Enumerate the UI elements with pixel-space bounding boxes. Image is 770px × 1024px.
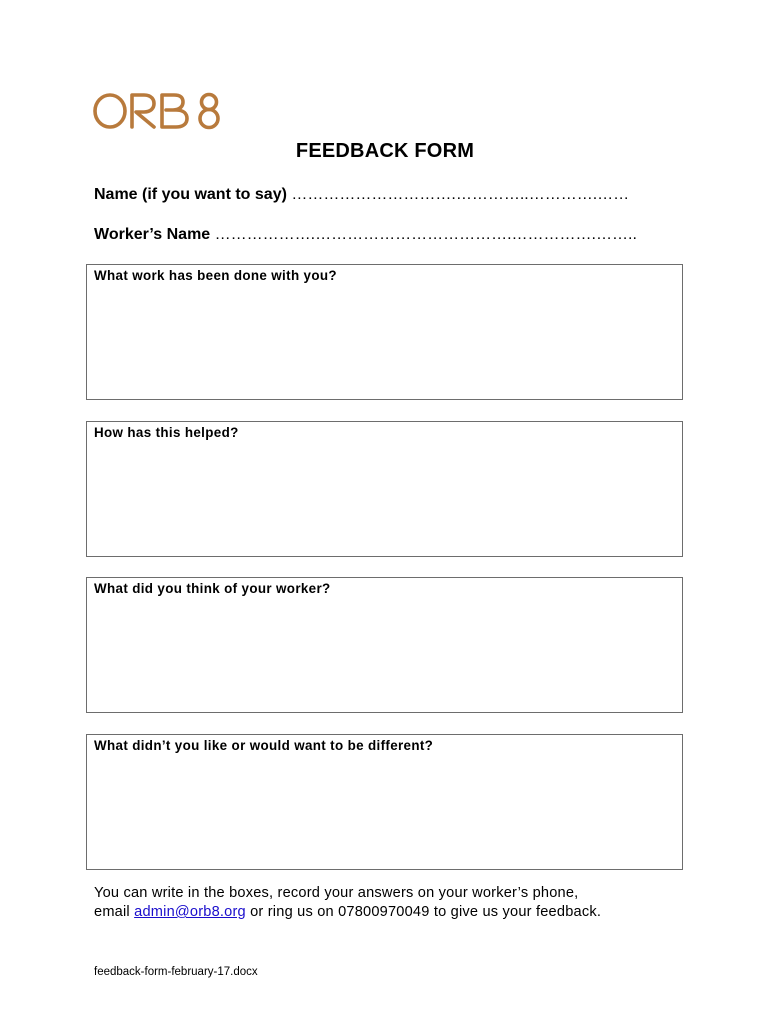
form-title: FEEDBACK FORM [295, 140, 475, 162]
name-field-dotted-line: ………………………….…………..………….…… [291, 186, 630, 203]
footer-line-2-pre: email [94, 904, 135, 920]
name-field-label: Name (if you want to say) [94, 186, 287, 203]
name-field[interactable] [94, 186, 629, 204]
question-label: What work has been done with you? [94, 268, 337, 283]
footer-line-1: You can write in the boxes, record your answers on your worker’s phone, [94, 885, 579, 901]
worker-name-field-dotted-line: ……………….……………………………….…………….…….. [214, 226, 637, 243]
question-label: What didn’t you like or would want to be different? [94, 738, 434, 753]
orb8-logo [92, 90, 232, 132]
email-link[interactable]: admin@orb8.org [134, 904, 246, 920]
footer-instructions [94, 884, 601, 922]
document-filename: feedback-form-february-17.docx [94, 966, 258, 978]
question-box-how-helped[interactable] [86, 421, 683, 557]
question-box-worker-opinion[interactable] [86, 577, 683, 713]
worker-name-field[interactable] [94, 226, 637, 244]
footer-line-2-post: or ring us on 07800970049 to give us your feedback. [245, 904, 602, 920]
question-box-work-done[interactable] [86, 264, 683, 400]
question-label: What did you think of your worker? [94, 581, 331, 596]
question-box-dislikes[interactable] [86, 734, 683, 870]
worker-name-field-label: Worker’s Name [94, 226, 211, 243]
question-label: How has this helped? [94, 425, 239, 440]
footer-line-2 [94, 903, 601, 922]
